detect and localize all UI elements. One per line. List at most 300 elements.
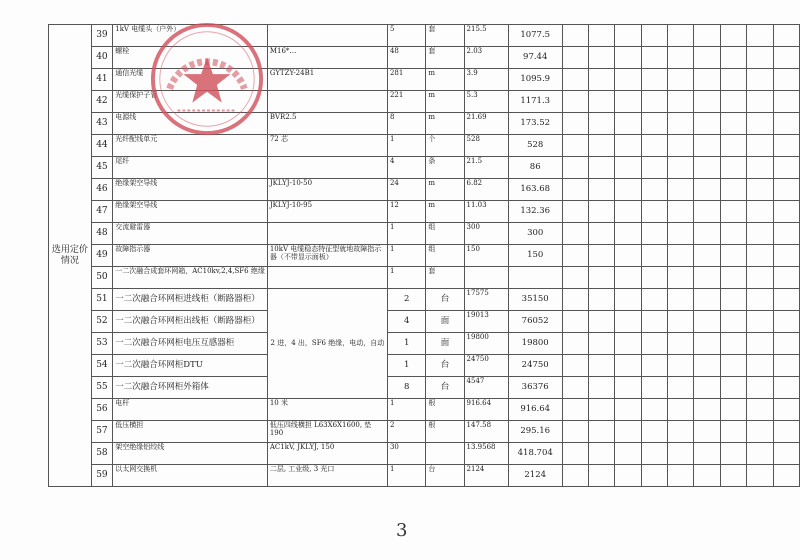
item-quantity: 1: [387, 223, 425, 245]
empty-cell: [747, 223, 773, 245]
empty-cell: [747, 69, 773, 91]
item-name: 架空绝缘铝绞线: [113, 443, 268, 465]
item-unit: 组: [426, 223, 464, 245]
empty-cell: [668, 443, 694, 465]
row-number: 39: [91, 25, 113, 47]
empty-cell: [615, 69, 641, 91]
item-unit: 台: [426, 289, 464, 311]
total-price: 295.16: [508, 421, 562, 443]
empty-cell: [668, 69, 694, 91]
empty-cell: [668, 201, 694, 223]
empty-cell: [615, 113, 641, 135]
unit-price: 300: [464, 223, 508, 245]
empty-cell: [694, 267, 720, 289]
item-spec: 10 米: [267, 399, 387, 421]
empty-cell: [615, 377, 641, 399]
empty-cell: [747, 157, 773, 179]
empty-cell: [773, 311, 799, 333]
item-quantity: 1: [387, 333, 425, 355]
empty-cell: [641, 355, 667, 377]
empty-cell: [562, 69, 588, 91]
row-number: 52: [91, 311, 113, 333]
item-unit: m: [426, 179, 464, 201]
item-name: 一二次融合成套环网箱，AC10kv,2,4,SF6 绝缘: [113, 267, 268, 289]
empty-cell: [615, 289, 641, 311]
row-number: 50: [91, 267, 113, 289]
empty-cell: [668, 355, 694, 377]
empty-cell: [720, 135, 746, 157]
item-unit: m: [426, 69, 464, 91]
empty-cell: [615, 25, 641, 47]
empty-cell: [694, 421, 720, 443]
empty-cell: [641, 179, 667, 201]
item-name: 光缆保护子管: [113, 91, 268, 113]
empty-cell: [773, 113, 799, 135]
row-number: 45: [91, 157, 113, 179]
empty-cell: [641, 443, 667, 465]
item-unit: 条: [426, 157, 464, 179]
row-number: 44: [91, 135, 113, 157]
empty-cell: [615, 47, 641, 69]
item-name: 绝缘架空导线: [113, 201, 268, 223]
empty-cell: [562, 25, 588, 47]
empty-cell: [615, 421, 641, 443]
empty-cell: [589, 355, 615, 377]
table-row: [49, 465, 800, 487]
empty-cell: [773, 289, 799, 311]
empty-cell: [641, 333, 667, 355]
item-quantity: 2: [387, 421, 425, 443]
unit-price: 5.3: [464, 91, 508, 113]
item-name: 尾纤: [113, 157, 268, 179]
item-quantity: 1: [387, 465, 425, 487]
empty-cell: [641, 25, 667, 47]
total-price: 163.68: [508, 179, 562, 201]
empty-cell: [589, 113, 615, 135]
total-price: 2124: [508, 465, 562, 487]
empty-cell: [641, 289, 667, 311]
row-number: 55: [91, 377, 113, 399]
empty-cell: [615, 91, 641, 113]
unit-price: 11.03: [464, 201, 508, 223]
empty-cell: [615, 465, 641, 487]
item-quantity: 281: [387, 69, 425, 91]
empty-cell: [641, 465, 667, 487]
item-spec: M16*…: [267, 47, 387, 69]
empty-cell: [562, 333, 588, 355]
empty-cell: [668, 289, 694, 311]
table-row: [49, 223, 800, 245]
total-price: 36376: [508, 377, 562, 399]
unit-price: 215.5: [464, 25, 508, 47]
empty-cell: [694, 377, 720, 399]
item-unit: 台: [426, 355, 464, 377]
total-price: 132.36: [508, 201, 562, 223]
empty-cell: [720, 443, 746, 465]
item-quantity: 5: [387, 25, 425, 47]
table-row: [49, 25, 800, 47]
empty-cell: [589, 179, 615, 201]
empty-cell: [694, 245, 720, 267]
item-name: 通信光缆: [113, 69, 268, 91]
unit-price: 19800: [464, 333, 508, 355]
empty-cell: [694, 47, 720, 69]
empty-cell: [720, 311, 746, 333]
empty-cell: [668, 377, 694, 399]
empty-cell: [747, 421, 773, 443]
empty-cell: [641, 91, 667, 113]
empty-cell: [720, 179, 746, 201]
empty-cell: [747, 311, 773, 333]
item-quantity: 221: [387, 91, 425, 113]
empty-cell: [747, 245, 773, 267]
empty-cell: [615, 399, 641, 421]
item-spec: [267, 267, 387, 289]
empty-cell: [668, 223, 694, 245]
item-quantity: 4: [387, 157, 425, 179]
empty-cell: [668, 91, 694, 113]
item-name: 一二次融合环网柜出线柜（断路器柜）: [113, 311, 268, 333]
empty-cell: [720, 245, 746, 267]
empty-cell: [641, 157, 667, 179]
empty-cell: [562, 465, 588, 487]
empty-cell: [694, 333, 720, 355]
empty-cell: [747, 399, 773, 421]
table-row: [49, 355, 800, 377]
row-number: 57: [91, 421, 113, 443]
total-price: 35150: [508, 289, 562, 311]
empty-cell: [562, 223, 588, 245]
item-unit: 台: [426, 377, 464, 399]
empty-cell: [773, 223, 799, 245]
table-row: [49, 157, 800, 179]
item-name: 交流避雷器: [113, 223, 268, 245]
row-number: 49: [91, 245, 113, 267]
empty-cell: [747, 289, 773, 311]
empty-cell: [720, 25, 746, 47]
row-number: 48: [91, 223, 113, 245]
empty-cell: [641, 47, 667, 69]
unit-price: 4547: [464, 377, 508, 399]
empty-cell: [562, 47, 588, 69]
item-name: 一二次融合环网柜外箱体: [113, 377, 268, 399]
empty-cell: [589, 399, 615, 421]
item-quantity: 1: [387, 135, 425, 157]
item-quantity: 1: [387, 245, 425, 267]
empty-cell: [694, 223, 720, 245]
empty-cell: [641, 245, 667, 267]
empty-cell: [562, 267, 588, 289]
empty-cell: [694, 25, 720, 47]
empty-cell: [773, 421, 799, 443]
item-name: 光纤配线单元: [113, 135, 268, 157]
empty-cell: [747, 113, 773, 135]
empty-cell: [747, 47, 773, 69]
empty-cell: [589, 443, 615, 465]
item-spec: JKLYJ-10-50: [267, 179, 387, 201]
empty-cell: [668, 245, 694, 267]
item-unit: 套: [426, 267, 464, 289]
empty-cell: [694, 179, 720, 201]
item-quantity: 1: [387, 355, 425, 377]
item-name: 一二次融合环网柜DTU: [113, 355, 268, 377]
item-unit: 台: [426, 465, 464, 487]
empty-cell: [668, 333, 694, 355]
empty-cell: [589, 91, 615, 113]
item-spec: JKLYJ-10-95: [267, 201, 387, 223]
item-quantity: 12: [387, 201, 425, 223]
empty-cell: [773, 179, 799, 201]
empty-cell: [747, 377, 773, 399]
table-row: [49, 69, 800, 91]
empty-cell: [747, 201, 773, 223]
empty-cell: [668, 25, 694, 47]
item-name: 一二次融合环网柜电压互感器柜: [113, 333, 268, 355]
empty-cell: [562, 245, 588, 267]
empty-cell: [720, 201, 746, 223]
table-row: [49, 377, 800, 399]
empty-cell: [747, 25, 773, 47]
row-number: 53: [91, 333, 113, 355]
item-spec: [267, 157, 387, 179]
row-number: 41: [91, 69, 113, 91]
item-spec: BVR2.5: [267, 113, 387, 135]
empty-cell: [641, 377, 667, 399]
item-spec: 10kV 电缆稳态特征型就地故障指示器（不带显示面板）: [267, 245, 387, 267]
total-price: 24750: [508, 355, 562, 377]
empty-cell: [641, 267, 667, 289]
item-quantity: 4: [387, 311, 425, 333]
empty-cell: [720, 223, 746, 245]
total-price: [508, 267, 562, 289]
empty-cell: [773, 69, 799, 91]
empty-cell: [694, 157, 720, 179]
item-name: 一二次融合环网柜进线柜（断路器柜）: [113, 289, 268, 311]
total-price: 1171.3: [508, 91, 562, 113]
empty-cell: [694, 289, 720, 311]
empty-cell: [615, 201, 641, 223]
unit-price: 2124: [464, 465, 508, 487]
unit-price: 3.9: [464, 69, 508, 91]
empty-cell: [694, 201, 720, 223]
row-number: 58: [91, 443, 113, 465]
empty-cell: [773, 355, 799, 377]
empty-cell: [562, 399, 588, 421]
total-price: 19800: [508, 333, 562, 355]
empty-cell: [562, 421, 588, 443]
empty-cell: [589, 135, 615, 157]
empty-cell: [773, 399, 799, 421]
empty-cell: [694, 443, 720, 465]
table-row: [49, 135, 800, 157]
empty-cell: [615, 223, 641, 245]
unit-price: 147.58: [464, 421, 508, 443]
table-row: [49, 113, 800, 135]
empty-cell: [562, 135, 588, 157]
empty-cell: [589, 311, 615, 333]
item-name: 低压横担: [113, 421, 268, 443]
total-price: 76052: [508, 311, 562, 333]
empty-cell: [694, 135, 720, 157]
item-name: 绝缘架空导线: [113, 179, 268, 201]
unit-price: 150: [464, 245, 508, 267]
empty-cell: [641, 399, 667, 421]
empty-cell: [589, 289, 615, 311]
empty-cell: [589, 47, 615, 69]
item-name: 故障指示器: [113, 245, 268, 267]
item-unit: m: [426, 91, 464, 113]
empty-cell: [562, 289, 588, 311]
empty-cell: [641, 201, 667, 223]
empty-cell: [562, 443, 588, 465]
unit-price: 21.5: [464, 157, 508, 179]
row-number: 43: [91, 113, 113, 135]
empty-cell: [747, 443, 773, 465]
table-row: [49, 47, 800, 69]
item-unit: m: [426, 113, 464, 135]
empty-cell: [615, 311, 641, 333]
empty-cell: [720, 267, 746, 289]
empty-cell: [589, 421, 615, 443]
row-number: 40: [91, 47, 113, 69]
table-row: [49, 179, 800, 201]
empty-cell: [720, 465, 746, 487]
table-row: [49, 201, 800, 223]
empty-cell: [720, 91, 746, 113]
empty-cell: [773, 135, 799, 157]
empty-cell: [773, 333, 799, 355]
item-spec: 二层, 工业级, 3 光口: [267, 465, 387, 487]
unit-price: 21.69: [464, 113, 508, 135]
row-number: 42: [91, 91, 113, 113]
item-quantity: 2: [387, 289, 425, 311]
empty-cell: [694, 311, 720, 333]
item-name: 电杆: [113, 399, 268, 421]
item-spec: [267, 223, 387, 245]
empty-cell: [720, 421, 746, 443]
total-price: 97.44: [508, 47, 562, 69]
empty-cell: [668, 465, 694, 487]
empty-cell: [589, 377, 615, 399]
empty-cell: [720, 157, 746, 179]
empty-cell: [747, 355, 773, 377]
empty-cell: [773, 443, 799, 465]
item-quantity: 30: [387, 443, 425, 465]
total-price: 916.64: [508, 399, 562, 421]
empty-cell: [720, 289, 746, 311]
unit-price: 24750: [464, 355, 508, 377]
item-name: 1kV 电缆头（户外）: [113, 25, 268, 47]
total-price: 1077.5: [508, 25, 562, 47]
empty-cell: [641, 69, 667, 91]
item-unit: 套: [426, 47, 464, 69]
item-spec: 2 进，4 出，SF6 绝缘，电动，自动: [267, 289, 387, 399]
section-label: 选用定价情况: [49, 25, 92, 487]
item-unit: 面: [426, 333, 464, 355]
empty-cell: [694, 355, 720, 377]
empty-cell: [694, 69, 720, 91]
empty-cell: [562, 311, 588, 333]
item-unit: 组: [426, 245, 464, 267]
empty-cell: [773, 157, 799, 179]
empty-cell: [615, 333, 641, 355]
price-table: [48, 24, 800, 487]
table-row: [49, 245, 800, 267]
empty-cell: [668, 157, 694, 179]
row-number: 54: [91, 355, 113, 377]
empty-cell: [562, 157, 588, 179]
item-unit: 套: [426, 25, 464, 47]
empty-cell: [720, 69, 746, 91]
table-row: [49, 311, 800, 333]
empty-cell: [562, 113, 588, 135]
empty-cell: [694, 399, 720, 421]
empty-cell: [668, 421, 694, 443]
empty-cell: [747, 267, 773, 289]
empty-cell: [615, 135, 641, 157]
item-quantity: 1: [387, 399, 425, 421]
total-price: 528: [508, 135, 562, 157]
item-unit: 根: [426, 399, 464, 421]
item-unit: 个: [426, 135, 464, 157]
table-row: [49, 443, 800, 465]
row-number: 51: [91, 289, 113, 311]
row-number: 59: [91, 465, 113, 487]
empty-cell: [720, 333, 746, 355]
empty-cell: [773, 465, 799, 487]
item-quantity: 1: [387, 267, 425, 289]
empty-cell: [773, 245, 799, 267]
empty-cell: [694, 91, 720, 113]
empty-cell: [562, 179, 588, 201]
empty-cell: [720, 399, 746, 421]
total-price: 1095.9: [508, 69, 562, 91]
empty-cell: [589, 69, 615, 91]
row-number: 47: [91, 201, 113, 223]
empty-cell: [615, 443, 641, 465]
item-spec: AC1kV, JKLYJ, 150: [267, 443, 387, 465]
empty-cell: [720, 47, 746, 69]
empty-cell: [615, 157, 641, 179]
total-price: 418.704: [508, 443, 562, 465]
empty-cell: [773, 377, 799, 399]
item-quantity: 8: [387, 113, 425, 135]
table-row: [49, 91, 800, 113]
empty-cell: [589, 245, 615, 267]
unit-price: [464, 267, 508, 289]
empty-cell: [589, 223, 615, 245]
empty-cell: [668, 47, 694, 69]
page-number: 3: [396, 520, 408, 541]
empty-cell: [668, 113, 694, 135]
table-row: [49, 421, 800, 443]
total-price: 86: [508, 157, 562, 179]
empty-cell: [562, 377, 588, 399]
unit-price: 528: [464, 135, 508, 157]
empty-cell: [615, 355, 641, 377]
unit-price: 13.9568: [464, 443, 508, 465]
empty-cell: [641, 135, 667, 157]
empty-cell: [668, 267, 694, 289]
empty-cell: [615, 267, 641, 289]
empty-cell: [694, 113, 720, 135]
item-spec: [267, 91, 387, 113]
item-quantity: 48: [387, 47, 425, 69]
empty-cell: [694, 465, 720, 487]
item-spec: GYTZY-24B1: [267, 69, 387, 91]
empty-cell: [720, 355, 746, 377]
empty-cell: [747, 91, 773, 113]
